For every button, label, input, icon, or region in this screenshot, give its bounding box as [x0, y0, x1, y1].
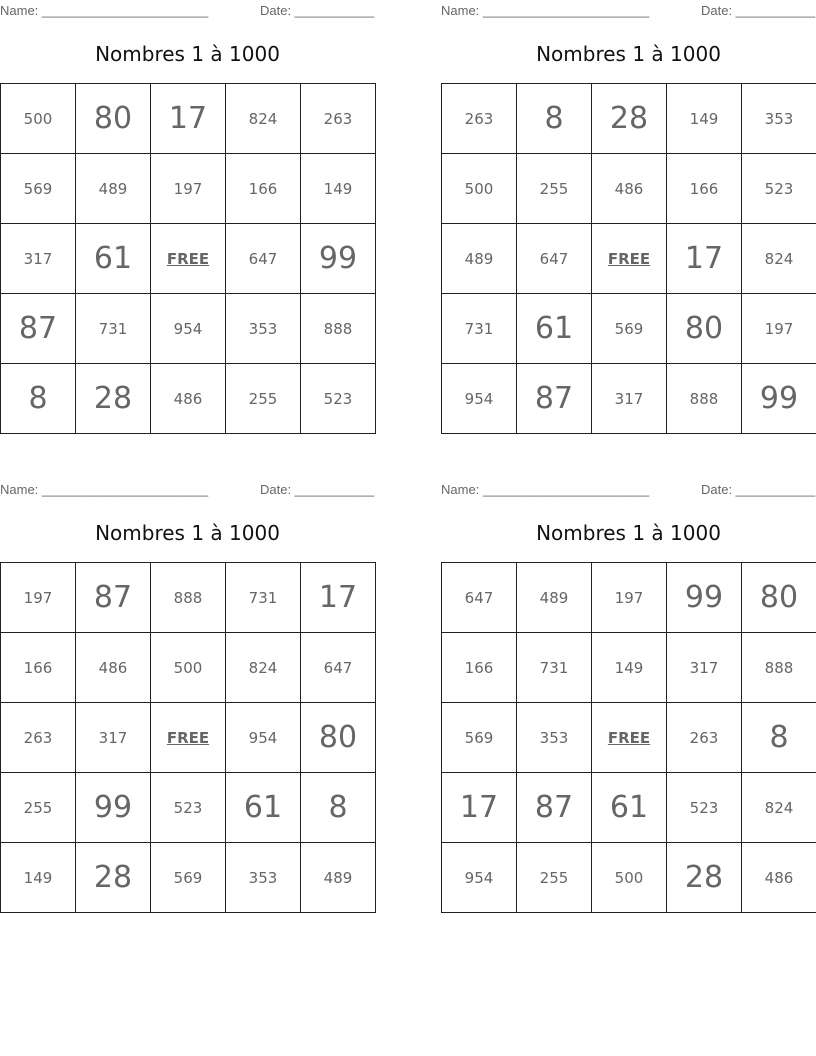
bingo-cell: 28	[667, 843, 742, 913]
bingo-cell: 166	[1, 633, 76, 703]
bingo-row	[1, 773, 376, 843]
bingo-row	[1, 84, 376, 154]
bingo-cell: 954	[226, 703, 301, 773]
bingo-cell: 569	[592, 294, 667, 364]
bingo-cell: 61	[517, 294, 592, 364]
date-label: Date: ___________	[701, 482, 816, 497]
bingo-cell: 99	[742, 364, 816, 434]
bingo-cell: 80	[76, 84, 151, 154]
bingo-cell: 647	[442, 563, 517, 633]
bingo-cell: 489	[442, 224, 517, 294]
bingo-cell: 17	[667, 224, 742, 294]
bingo-cell: 197	[151, 154, 226, 224]
bingo-cell: 353	[742, 84, 816, 154]
card-title: Nombres 1 à 1000	[536, 521, 721, 545]
bingo-grid	[0, 562, 376, 913]
bingo-cell: 17	[301, 563, 376, 633]
date-label: Date: ___________	[260, 482, 375, 497]
bingo-cell: 486	[742, 843, 816, 913]
name-label: Name: _______________________	[441, 3, 650, 18]
bingo-row	[442, 84, 816, 154]
card-header	[0, 0, 375, 20]
bingo-row	[442, 633, 816, 703]
bingo-cell: 28	[76, 364, 151, 434]
bingo-cell: 731	[517, 633, 592, 703]
bingo-cell: 731	[226, 563, 301, 633]
bingo-cell: 99	[667, 563, 742, 633]
bingo-cell: 489	[301, 843, 376, 913]
bingo-cell: 87	[517, 364, 592, 434]
bingo-cell: 353	[226, 843, 301, 913]
name-label: Name: _______________________	[0, 3, 209, 18]
bingo-cell: 17	[442, 773, 517, 843]
bingo-cell: 149	[1, 843, 76, 913]
bingo-cell: 486	[76, 633, 151, 703]
bingo-cell: 8	[1, 364, 76, 434]
bingo-grid	[441, 562, 816, 913]
bingo-cell: 523	[151, 773, 226, 843]
date-label: Date: ___________	[701, 3, 816, 18]
free-cell: FREE	[592, 224, 667, 294]
bingo-cell: 731	[76, 294, 151, 364]
bingo-cell: 149	[301, 154, 376, 224]
card-title: Nombres 1 à 1000	[536, 42, 721, 66]
free-cell: FREE	[151, 703, 226, 773]
bingo-cell: 263	[301, 84, 376, 154]
bingo-row	[1, 843, 376, 913]
bingo-cell: 197	[742, 294, 816, 364]
bingo-row	[442, 773, 816, 843]
bingo-row	[1, 224, 376, 294]
bingo-cell: 486	[592, 154, 667, 224]
bingo-cell: 61	[226, 773, 301, 843]
bingo-cell: 954	[442, 843, 517, 913]
bingo-row	[1, 364, 376, 434]
bingo-cell: 80	[742, 563, 816, 633]
free-cell: FREE	[592, 703, 667, 773]
card-title: Nombres 1 à 1000	[95, 521, 280, 545]
bingo-cell: 80	[301, 703, 376, 773]
bingo-cell: 166	[667, 154, 742, 224]
bingo-cell: 353	[226, 294, 301, 364]
bingo-row	[1, 154, 376, 224]
bingo-cell: 197	[592, 563, 667, 633]
bingo-cell: 647	[517, 224, 592, 294]
free-cell: FREE	[151, 224, 226, 294]
bingo-grid	[0, 83, 376, 434]
bingo-cell: 317	[667, 633, 742, 703]
bingo-cell: 61	[592, 773, 667, 843]
bingo-cell: 888	[151, 563, 226, 633]
bingo-cell: 523	[667, 773, 742, 843]
bingo-cell: 888	[667, 364, 742, 434]
bingo-cell: 166	[442, 633, 517, 703]
bingo-cell: 149	[667, 84, 742, 154]
bingo-cell: 255	[1, 773, 76, 843]
bingo-cell: 888	[742, 633, 816, 703]
bingo-cell: 647	[226, 224, 301, 294]
bingo-cell: 263	[667, 703, 742, 773]
bingo-cell: 317	[76, 703, 151, 773]
bingo-cell: 263	[1, 703, 76, 773]
bingo-cell: 87	[1, 294, 76, 364]
bingo-cell: 99	[301, 224, 376, 294]
bingo-cell: 8	[742, 703, 816, 773]
bingo-row	[1, 703, 376, 773]
bingo-cell: 87	[517, 773, 592, 843]
bingo-cell: 569	[442, 703, 517, 773]
bingo-cell: 569	[1, 154, 76, 224]
name-label: Name: _______________________	[441, 482, 650, 497]
bingo-row	[442, 294, 816, 364]
bingo-cell: 255	[517, 843, 592, 913]
bingo-cell: 486	[151, 364, 226, 434]
bingo-row	[442, 224, 816, 294]
bingo-row	[442, 703, 816, 773]
bingo-row	[442, 154, 816, 224]
bingo-cell: 317	[592, 364, 667, 434]
bingo-cell: 80	[667, 294, 742, 364]
bingo-cell: 255	[517, 154, 592, 224]
bingo-cell: 87	[76, 563, 151, 633]
bingo-grid	[441, 83, 816, 434]
bingo-cell: 263	[442, 84, 517, 154]
bingo-cell: 500	[442, 154, 517, 224]
bingo-row	[1, 563, 376, 633]
bingo-cell: 255	[226, 364, 301, 434]
bingo-cell: 353	[517, 703, 592, 773]
bingo-cell: 28	[76, 843, 151, 913]
bingo-row	[442, 563, 816, 633]
bingo-cell: 824	[226, 633, 301, 703]
bingo-cell: 61	[76, 224, 151, 294]
bingo-cell: 197	[1, 563, 76, 633]
bingo-cell: 317	[1, 224, 76, 294]
bingo-cell: 99	[76, 773, 151, 843]
bingo-cell: 489	[517, 563, 592, 633]
card-header	[441, 0, 816, 20]
card-header	[0, 479, 375, 499]
bingo-row	[442, 364, 816, 434]
card-title: Nombres 1 à 1000	[95, 42, 280, 66]
bingo-cell: 824	[742, 773, 816, 843]
name-label: Name: _______________________	[0, 482, 209, 497]
bingo-cell: 888	[301, 294, 376, 364]
bingo-cell: 500	[151, 633, 226, 703]
bingo-row	[1, 633, 376, 703]
bingo-cell: 523	[301, 364, 376, 434]
card-header	[441, 479, 816, 499]
bingo-cell: 954	[442, 364, 517, 434]
bingo-cell: 28	[592, 84, 667, 154]
bingo-cell: 489	[76, 154, 151, 224]
date-label: Date: ___________	[260, 3, 375, 18]
bingo-cell: 8	[301, 773, 376, 843]
bingo-cell: 954	[151, 294, 226, 364]
bingo-cell: 8	[517, 84, 592, 154]
bingo-cell: 17	[151, 84, 226, 154]
bingo-cell: 731	[442, 294, 517, 364]
bingo-row	[1, 294, 376, 364]
bingo-row	[442, 843, 816, 913]
bingo-cell: 824	[742, 224, 816, 294]
bingo-cell: 523	[742, 154, 816, 224]
bingo-cell: 500	[592, 843, 667, 913]
bingo-cell: 500	[1, 84, 76, 154]
bingo-cell: 149	[592, 633, 667, 703]
bingo-cell: 569	[151, 843, 226, 913]
bingo-cell: 647	[301, 633, 376, 703]
bingo-cell: 166	[226, 154, 301, 224]
bingo-cell: 824	[226, 84, 301, 154]
